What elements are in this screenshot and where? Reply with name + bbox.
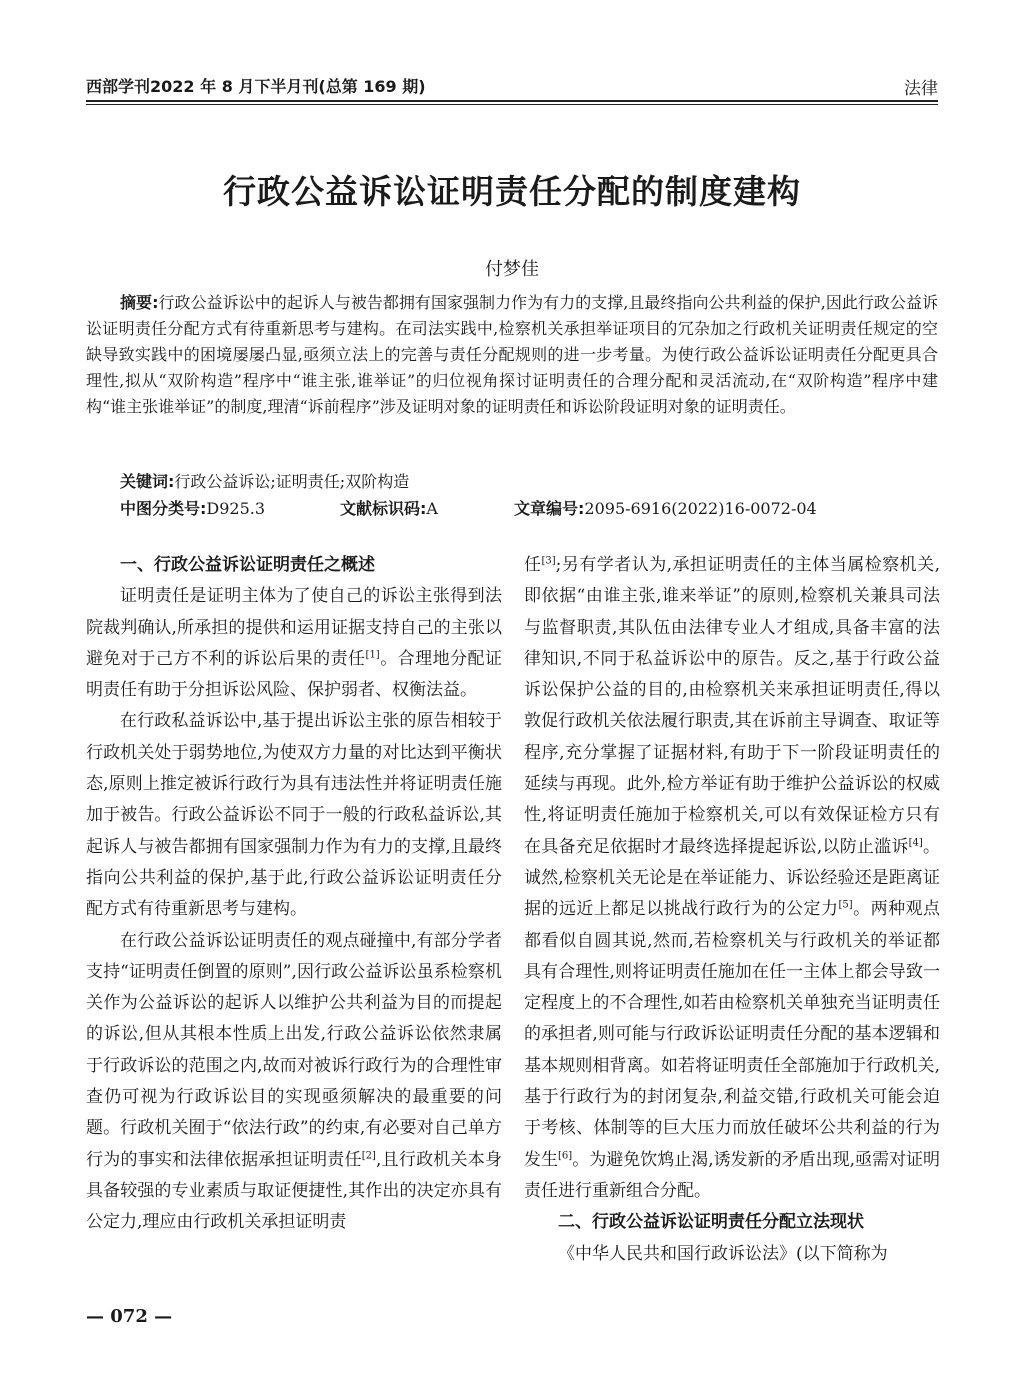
clc-value: D925.3: [206, 499, 266, 518]
citation: [4]: [908, 837, 923, 849]
issue-info: 2022 年 8 月下半月刊(总第 169 期): [150, 77, 426, 96]
clc-number: [120, 496, 265, 519]
clc-label: 中图分类号:: [120, 499, 207, 518]
article-title: 行政公益诉讼证明责任分配的制度建构: [223, 172, 801, 211]
right-column: [524, 550, 940, 1270]
journal-name: 西部学刊: [86, 77, 151, 96]
abstract-text: 行政公益诉讼中的起诉人与被告都拥有国家强制力作为有力的支撑,且最终指向公共利益的保护,因此行政公益诉讼证明责任分配方式有待重新思考与建构。在司法实践中,检察机关承担举证项目的冗杂加之行政机关证明责任规定的空缺导致实践中的困境屡屡凸显,亟须立法上的完善与责任分配规则的进一步考量。为使行政公益诉讼证明责任分配更具合理性,拟从“双阶构造”程序中“谁主张,谁举证”的归位视角探讨证明责任的合理分配和灵活流动,在“双阶构造”程序中建构“谁主张谁举证”的制度,理清“诉前程序”涉及证明对象的证明责任和诉讼阶段证明对象的证明责任。: [86, 293, 938, 416]
keywords: [120, 469, 409, 492]
paragraph: 任[3];另有学者认为,承担证明责任的主体当属检察机关,即依据“由谁主张,谁来举证”的原则,检察机关兼具司法与监督职责,其队伍由法律专业人才组成,具备丰富的法律知识,不同于私益诉讼中的原告。反之,基于行政公益诉讼保护公益的目的,由检察机关来承担证明责任,得以敦促行政机关依法履行职责,其在诉前主导调查、取证等程序,充分掌握了证据材料,有助于下一阶段证明责任的延续与再现。此外,检方举证有助于维护公益诉讼的权威性,将证明责任施加于检察机关,可以有效保证检方只有在具备充足依据时才最终选择提起诉讼,以防止滥诉[4]。诚然,检察机关无论是在举证能力、诉讼经验还是距离证据的远近上都足以挑战行政行为的公定力[5]。两种观点都看似自圆其说,然而,若检察机关与行政机关的举证都具有合理性,则将证明责任施加在任一主体上都会导致一定程度上的不合理性,如若由检察机关单独充当证明责任的承担者,则可能与行政诉讼证明责任分配的基本逻辑和基本规则相背离。如若将证明责任全部施加于行政机关,基于行政行为的封闭复杂,利益交错,行政机关可能会迫于考核、体制等的巨大压力而放任破坏公共利益的行为发生[6]。为避免饮鸩止渴,诱发新的矛盾出现,亟需对证明责任进行重新组合分配。: [524, 555, 941, 1201]
keywords-text: 行政公益诉讼;证明责任;双阶构造: [174, 472, 410, 491]
paragraph: 在行政公益诉讼证明责任的观点碰撞中,有部分学者支持“证明责任倒置的原则”,因行政公益诉讼虽系检察机关作为公益诉讼的起诉人以维护公共利益为目的而提起的诉讼,但从其根本性质上出发,行政公益诉讼依然隶属于行政诉讼的范围之内,故而对被诉行政行为的合理性审查仍可视为行政诉讼目的实现亟须解决的最重要的问题。行政机关囿于“依法行政”的约束,有必要对自己单方行为的事实和法律依据承担证明责任[2],且行政机关本身具备较强的专业素质与取证便捷性,其作出的决定亦具有公定力,理应由行政机关承担证明责: [86, 930, 503, 1233]
article-number-label: 文章编号:: [514, 499, 585, 518]
abstract-label: 摘要:: [120, 293, 159, 312]
running-header: [86, 72, 938, 98]
header-rule: [86, 100, 938, 102]
paragraph: 证明责任是证明主体为了使自己的诉讼主张得到法院裁判确认,所承担的提供和运用证据支持自己的主张以避免对于己方不利的诉讼后果的责任[1]。合理地分配证明责任有助于分担诉讼风险、保护弱者、权衡法益。: [86, 586, 503, 701]
article-author: 付梦佳: [485, 259, 539, 280]
article-number-value: 2095-6916(2022)16-0072-04: [584, 499, 817, 518]
page-number: — 072 —: [86, 1306, 173, 1327]
left-column: [86, 550, 502, 1239]
citation: [3]: [541, 555, 556, 567]
doc-code-label: 文献标识码:: [340, 499, 427, 518]
citation: [1]: [365, 649, 380, 661]
article-number: [514, 496, 817, 519]
citation: [5]: [838, 899, 853, 911]
section-heading-2: 二、行政公益诉讼证明责任分配立法现状: [558, 1212, 864, 1233]
paragraph: 在行政私益诉讼中,基于提出诉讼主张的原告相较于行政机关处于弱势地位,为使双方力量的对比达到平衡状态,原则上推定被诉行政行为具有违法性并将证明责任施加于被告。行政公益诉讼不同于一般的行政私益诉讼,其起诉人与被告都拥有国家强制力作为有力的支撑,且最终指向公共利益的保护,基于此,行政公益诉讼证明责任分配方式有待重新思考与建构。: [86, 711, 502, 920]
journal-issue: [86, 74, 426, 97]
abstract: [86, 290, 938, 420]
citation: [6]: [558, 1149, 573, 1161]
header-rule-thin: [86, 104, 938, 105]
keywords-label: 关键词:: [120, 472, 175, 491]
doc-code-value: A: [426, 499, 438, 518]
citation: [2]: [361, 1149, 376, 1161]
document-code: [340, 496, 438, 519]
paragraph: 《中华人民共和国行政诉讼法》(以下简称为: [558, 1243, 888, 1264]
section-name: 法律: [904, 79, 938, 99]
section-heading-1: 一、行政公益诉讼证明责任之概述: [120, 555, 375, 575]
